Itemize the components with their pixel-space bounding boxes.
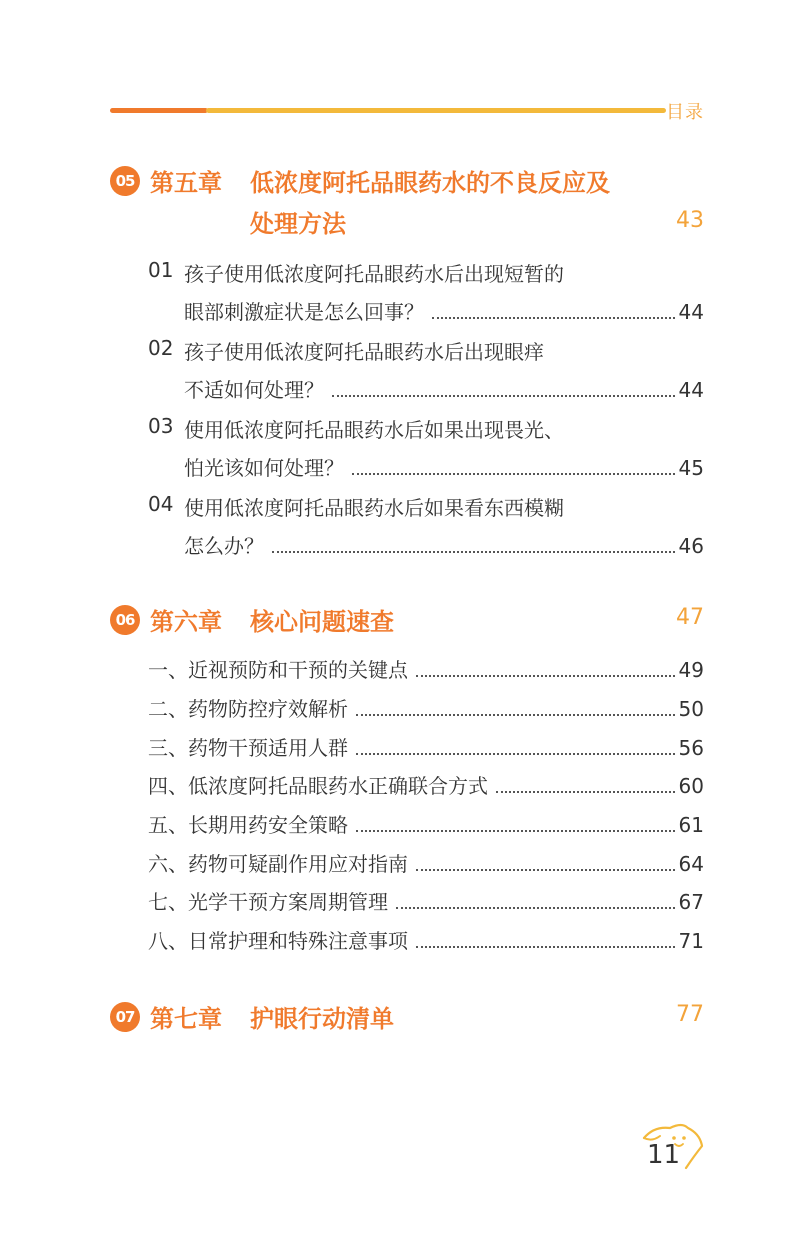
header-rule [110, 108, 704, 118]
toc-entry[interactable] [148, 693, 704, 722]
entry-title-line2: 眼部刺激症状是怎么回事？ [184, 300, 424, 324]
entry-page: 46 [678, 534, 704, 558]
toc-entry[interactable] [148, 848, 704, 877]
toc-entry[interactable] [148, 886, 704, 915]
dot-leader [496, 791, 675, 793]
header-title: 目录 [666, 102, 704, 123]
chapter-label: 第六章 [150, 608, 222, 636]
entry-page: 44 [678, 300, 704, 324]
entry-title: 七、光学干预方案周期管理 [148, 890, 388, 914]
dot-leader [416, 869, 675, 871]
entry-page: 60 [678, 774, 704, 798]
chapter-title: 核心问题速查 [250, 608, 394, 636]
entry-page: 64 [678, 852, 704, 876]
chapter-page: 43 [676, 208, 704, 233]
dot-leader [356, 714, 675, 716]
chapter-page: 47 [676, 605, 704, 630]
entry-title-line2: 不适如何处理？ [184, 378, 324, 402]
entry-page: 44 [678, 378, 704, 402]
entry-title: 六、药物可疑副作用应对指南 [148, 852, 408, 876]
dot-leader [432, 317, 675, 319]
dot-leader [272, 551, 675, 553]
entry-title: 孩子使用低浓度阿托品眼药水后出现眼痒 [184, 340, 544, 364]
dot-leader [396, 907, 675, 909]
dot-leader [416, 946, 675, 948]
entry-title: 使用低浓度阿托品眼药水后如果出现畏光、 [184, 418, 564, 442]
entry-title: 五、长期用药安全策略 [148, 813, 348, 837]
chapter-label: 第七章 [150, 1005, 222, 1033]
dot-leader [356, 830, 675, 832]
toc-entry[interactable] [148, 654, 704, 683]
toc-entry[interactable] [148, 732, 704, 761]
dot-leader [416, 675, 675, 677]
chapter-title-line2: 处理方法 [250, 210, 346, 238]
chapter-badge: 07 [110, 1002, 140, 1032]
entry-title: 三、药物干预适用人群 [148, 736, 348, 760]
header-rule-yellow [206, 108, 666, 113]
toc-entry[interactable] [148, 770, 704, 799]
toc-entry[interactable] [148, 336, 704, 402]
chapter-page: 77 [676, 1002, 704, 1027]
entry-number: 04 [148, 492, 174, 516]
entry-page: 71 [678, 929, 704, 953]
chapter-7[interactable] [110, 1002, 704, 1038]
entry-title: 八、日常护理和特殊注意事项 [148, 929, 408, 953]
entry-page: 56 [678, 736, 704, 760]
entry-title: 一、近视预防和干预的关键点 [148, 658, 408, 682]
entry-title-line2: 怕光该如何处理？ [184, 456, 344, 480]
chapter-badge: 05 [110, 166, 140, 196]
entry-title-line2: 怎么办？ [184, 534, 264, 558]
chapter-title: 低浓度阿托品眼药水的不良反应及 [250, 169, 610, 197]
header-rule-orange [110, 108, 208, 113]
entry-page: 67 [678, 890, 704, 914]
entry-title: 使用低浓度阿托品眼药水后如果看东西模糊 [184, 496, 564, 520]
entry-page: 61 [678, 813, 704, 837]
chapter-5[interactable] [110, 166, 704, 246]
entry-page: 50 [678, 697, 704, 721]
entry-title: 孩子使用低浓度阿托品眼药水后出现短暂的 [184, 262, 564, 286]
chapter-badge: 06 [110, 605, 140, 635]
entry-number: 02 [148, 336, 174, 360]
toc-entry[interactable] [148, 258, 704, 324]
entry-title: 二、药物防控疗效解析 [148, 697, 348, 721]
entry-number: 01 [148, 258, 174, 282]
entry-title: 四、低浓度阿托品眼药水正确联合方式 [148, 774, 488, 798]
page-number: 11 [647, 1140, 681, 1170]
toc-entry[interactable] [148, 809, 704, 838]
entry-page: 49 [678, 658, 704, 682]
chapter-title: 护眼行动清单 [250, 1005, 394, 1033]
toc-entry[interactable] [148, 492, 704, 558]
chapter-6[interactable] [110, 605, 704, 641]
dot-leader [356, 753, 675, 755]
entry-number: 03 [148, 414, 174, 438]
toc-entry[interactable] [148, 414, 704, 480]
dot-leader [352, 473, 675, 475]
dot-leader [332, 395, 675, 397]
chapter-label: 第五章 [150, 169, 222, 197]
toc-entry[interactable] [148, 925, 704, 954]
entry-page: 45 [678, 456, 704, 480]
